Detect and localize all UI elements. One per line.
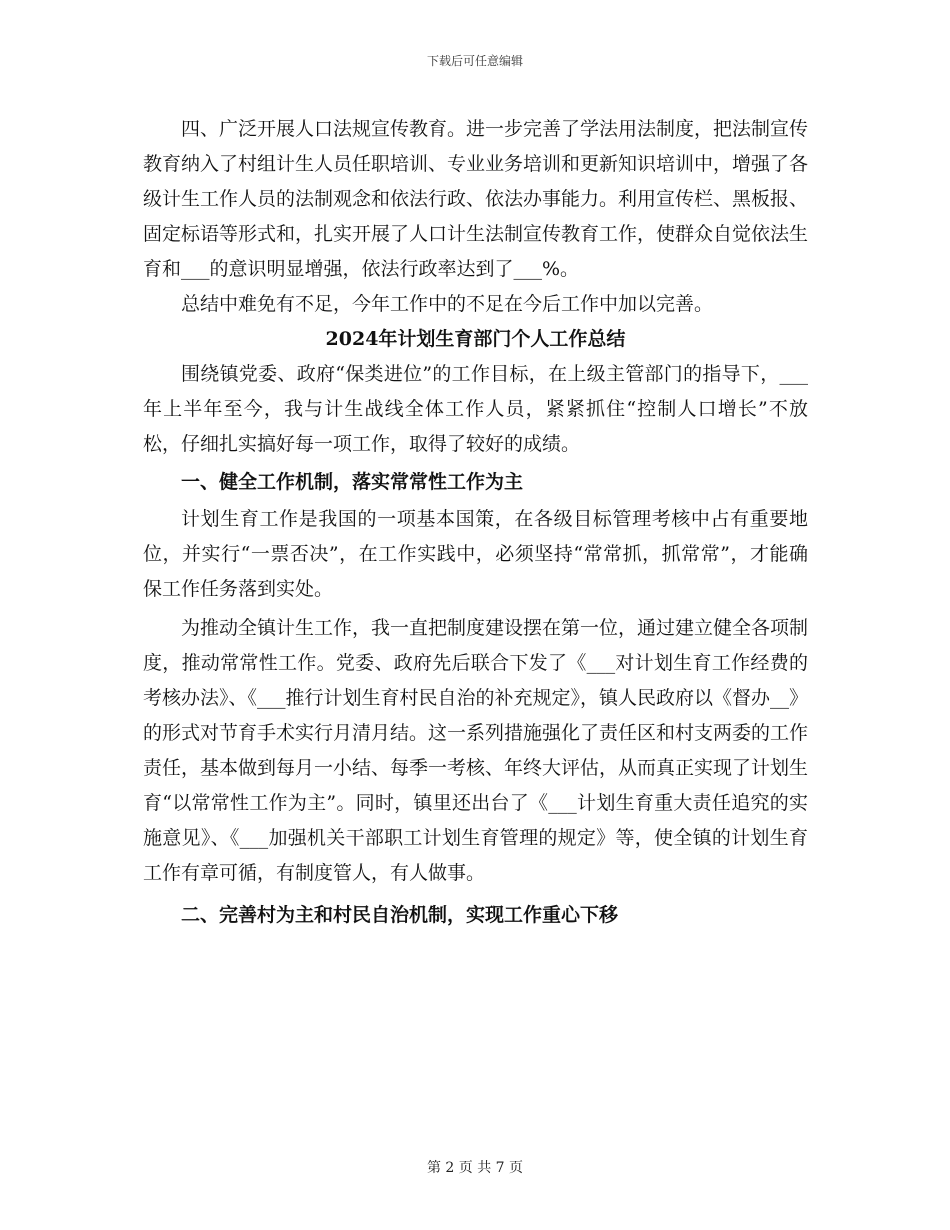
- paragraph-policy: 计划生育工作是我国的一项基本国策，在各级目标管理考核中占有重要地位，并实行“一票否决”，在工作实践中，必须坚持“常常抓，抓常常”，才能确保工作任务落到实处。: [143, 508, 808, 600]
- section-heading-1: 一、健全工作机制，落实常常性工作为主: [181, 471, 524, 493]
- section-heading-2: 二、完善村为主和村民自治机制，实现工作重心下移: [181, 904, 619, 926]
- paragraph-system-building: 为推动全镇计生工作，我一直把制度建设摆在第一位，通过建立健全各项制度，推动常常性工作。党委、政府先后联合下发了《___对计划生育工作经费的考核办法》、《___推行计划生育村民自治的补充规定》，镇人民政府以《督办__》的形式对节育手术实行月清月结。这一系列措施强化了责任区和村支两委的工作责任，基本做到每月一小结、每季一考核、年终大评估，从而真正实现了计划生育“以常常性工作为主”。同时，镇里还出台了《___计划生育重大责任追究的实施意见》、《___加强机关干部职工计划生育管理的规定》等，使全镇的计划生育工作有章可循，有制度管人，有人做事。: [143, 617, 809, 884]
- page-header: 下载后可任意编辑: [426, 54, 523, 68]
- paragraph-intro: 围绕镇党委、政府“保类进位”的工作目标，在上级主管部门的指导下，___年上半年至今，我与计生战线全体工作人员，紧紧抓住“控制人口增长”不放松，仔细扎实搞好每一项工作，取得了较好的成绩。: [143, 363, 808, 455]
- paragraph-legal-education: 四、广泛开展人口法规宣传教育。进一步完善了学法用法制度，把法制宣传教育纳入了村组计生人员任职培训、专业业务培训和更新知识培训中，增强了各级计生工作人员的法制观念和依法行政、依法办事能力。利用宣传栏、黑板报、固定标语等形式和，扎实开展了人口计生法制宣传教育工作，使群众自觉依法生育和___的意识明显增强，依法行政率达到了___%。: [143, 118, 809, 280]
- document-body: [143, 112, 808, 935]
- paragraph-gap: [143, 891, 808, 895]
- paragraph-summary-note: 总结中难免有不足，今年工作中的不足在今后工作中加以完善。: [181, 293, 714, 315]
- page-number: 第 2 页 共 7 页: [426, 1160, 524, 1176]
- document-title: 2024年计划生育部门个人工作总结: [325, 328, 626, 350]
